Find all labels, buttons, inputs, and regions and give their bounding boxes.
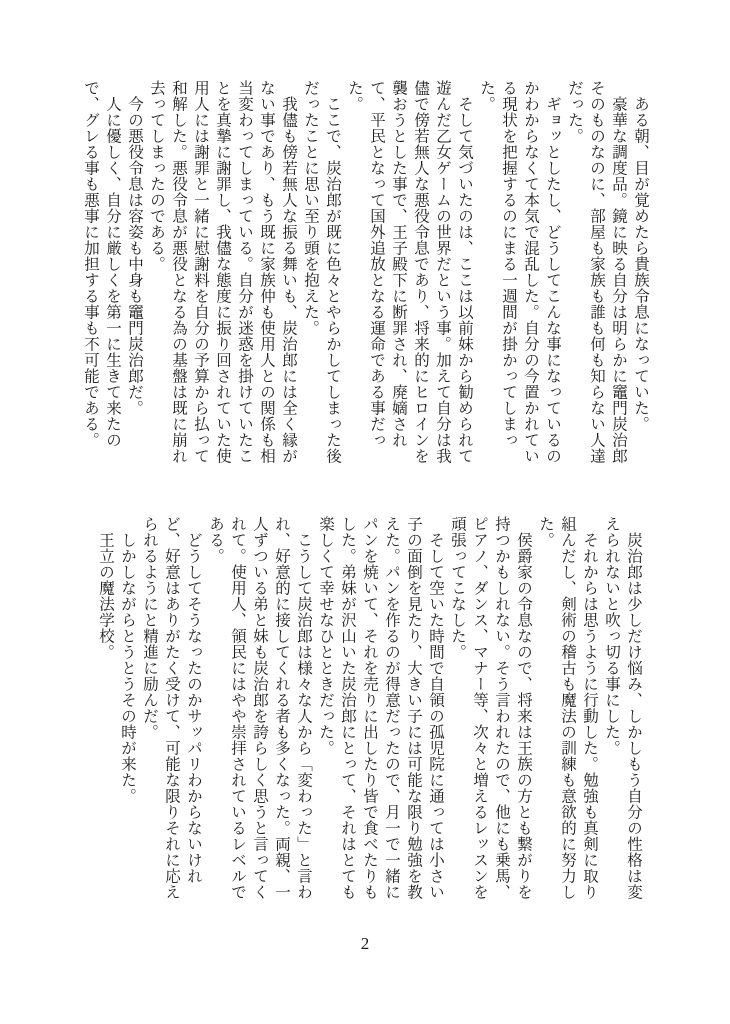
page-number: 2 xyxy=(360,934,370,953)
paragraph: 我儘も傍若無人な振る舞いも、炭治郎には全く縁がない事であり、もう既に家族仲も使用人との関係も相当変わってしまっている。自分が迷惑を掛けていたことを真摯に謝罪し、我儘な態度に振り回されていた使用人には謝罪と一緒に慰謝料を自分の予算から払って和解した。悪役令息が悪役となる為の基盤は既に崩れ去ってしまったのである。 xyxy=(148,80,297,464)
paragraph: ある朝、目が覚めたら貴族令息になっていた。 xyxy=(632,95,649,432)
paragraph: それからは思うように行動した。勉強も真剣に取り組んだし、剣術の稽古も魔法の訓練も意欲的に努力した。 xyxy=(537,516,598,900)
paragraph: しかしながらとうとうその時が来た。 xyxy=(119,531,136,804)
paragraph: こうして炭治郎は様々な人から「変わった」と言われ、好意的に接してくれる者も多くなった。両親、一人ずついる弟と妹も炭治郎を誇らしく思うと言ってくれて。使用人、領民にはやや崇拝されているレベルである。 xyxy=(207,516,312,900)
paragraph: そして空いた時間で自領の孤児院に通っては小さい子の面倒を見たり、大きい子には可能な限り勉強を教えた。パンを作るのが得意だったので、月一で一緒にパンを焼いて、それを売りに出したり皆で食べたりもした。弟妹が沢山いた炭治郎にとって、それはとても楽しくて幸せなひとときだった。 xyxy=(317,516,444,900)
paragraph: ギョッとしたし、どうしてこんな事になっているのかわからなくて本気で混乱した。自分の今置かれている現状を把握するのにまる一週間が掛かってしまった。 xyxy=(478,80,561,464)
paragraph: そして気づいたのは、ここは以前妹から勧められて遊んだ乙女ゲームの世界だという事。加えて自分は我儘で傍若無人な悪役令息であり、将来的にヒロインを襲おうとした事で、王子殿下に断罪され、廃嫡されて、平民となって国外追放となる運命である事だった。 xyxy=(346,80,473,464)
paragraph: 王立の魔法学校。 xyxy=(97,531,114,660)
lower-text-block xyxy=(97,516,644,903)
paragraph: 人に優しく、自分に厳しくを第一に生きて来たので、グレる事も悪事に加担する事も不可能である。 xyxy=(82,80,121,448)
paragraph: ここで、炭治郎が既に色々とやらかしてしまった後だったことに思い至り頭を抱えた。 xyxy=(302,80,341,464)
upper-text-block xyxy=(82,80,651,467)
paragraph: 豪華な調度品。鏡に映る自分は明らかに竈門炭治郎そのものなのに、部屋も家族も誰も何も知らない人達だった。 xyxy=(566,80,627,464)
paragraph: 侯爵家の令息なので、将来は王族の方とも繋がりを持つかもしれない。そう言われたので、他にも乗馬、ピアノ、ダンス、マナー等、次々と増えるレッスンを頑張ってこなした。 xyxy=(449,516,532,900)
paragraph: どうしてそうなったのかサッパリわからないけれど、好意はありがたく受けて、可能な限りそれに応えられるようにと精進に励んだ。 xyxy=(141,516,202,900)
paragraph: 今の悪役令息は容姿も中身も竈門炭治郎だ。 xyxy=(126,95,143,416)
paragraph: 炭治郎は少しだけ悩み、しかしもう自分の性格は変えられないと吹っ切る事にした。 xyxy=(603,516,642,900)
